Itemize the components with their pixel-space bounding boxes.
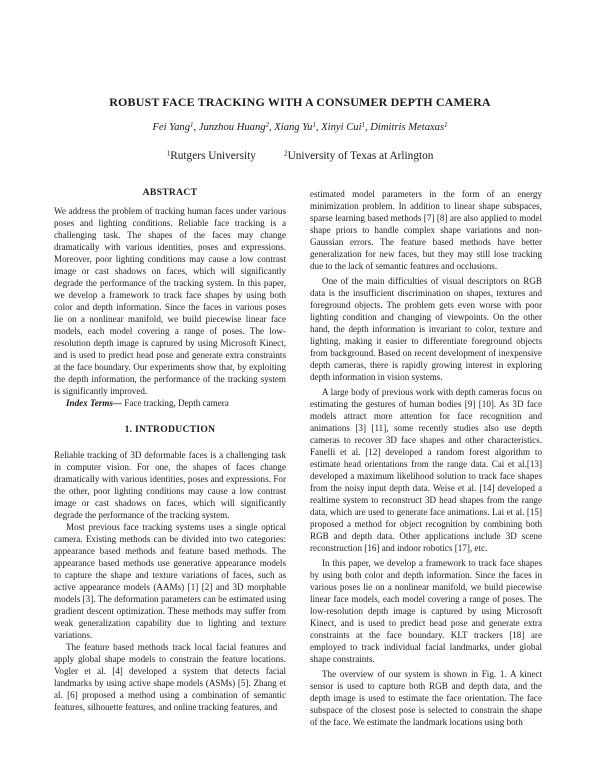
author-affiliation-mark: 1: [444, 121, 448, 129]
author-name: Xinyi Cui: [321, 122, 362, 133]
abstract-heading: ABSTRACT: [142, 187, 198, 198]
index-terms: [54, 397, 286, 409]
author-name: Junzhou Huang: [198, 122, 266, 133]
author-list: Fei Yang$^1$, Junzhou Huang$^2$, Xiang Yu$^1$, Xinyi Cui$^1$, Dimitris Metaxas$^1$: [152, 121, 448, 133]
body-paragraph: A large body of previous work with depth cameras focus on estimating the gestures of human bodies [9] [10]. As 3D face models attract more attention for face recognition and animations [3] [11], some recently studies also use depth cameras to recover 3D face shapes and other characteristics. Fanelli et al. [12] developed a random forest algorithm to estimate head orientations from the range data. Cai et al.[13] developed a maximum likelihood solution to track face shapes from the noisy input depth data. Weise et al. [14] developed a realtime system to reconstruct 3D head shapes from the range data, which are used to generate face animations. Lai et al. [15] proposed a method for object recognition by combining both RGB and depth data. Other applications include 3D scene reconstruction [16] and indoor robotics [17], etc.: [310, 387, 542, 553]
author-name: Fei Yang: [152, 122, 191, 133]
body-paragraph: Reliable tracking of 3D deformable faces is a challenging task in computer vision. For one, the shapes of faces change dramatically with various identities, poses and expressions. For the other, poor lighting conditions may cause a low contrast image or cast shadows on faces, which will significantly degrade the performance of the tracking system.: [54, 450, 286, 520]
introduction-heading: 1. INTRODUCTION: [124, 424, 216, 435]
affiliation-name: University of Texas at Arlington: [287, 150, 434, 162]
body-paragraph: estimated model parameters in the form of an energy minimization problem. In addition to linear shape subspaces, sparse learning based methods [7] [8] are also applied to model shape priors to handle complex shape variations and non-Gaussian errors. The feature based methods have better generalization for new faces, but they may still lose tracking due to the lack of semantic features and occlusions.: [310, 189, 542, 271]
left-column: [54, 187, 286, 713]
index-terms-label: Index Terms—: [66, 398, 123, 408]
author-affiliation-mark: 1: [190, 121, 194, 129]
body-paragraph: Most previous face tracking systems uses a single optical camera. Existing methods can be divided into two categories: appearance based methods and feature based methods. The appearance based methods use generative appearance models to capture the shape and texture variations of faces, such as active appearance models (AAMs) [1] [2] and 3D morphable models [3]. The deformation parameters can be estimated using gradient descent optimization. These methods may suffer from weak generalization capability due to lighting and texture variations.: [54, 522, 286, 640]
index-terms-text: Face tracking, Depth camera: [124, 398, 229, 408]
paper-title: ROBUST FACE TRACKING WITH A CONSUMER DEPTH CAMERA: [109, 95, 491, 109]
author-affiliation-mark: 1: [361, 121, 365, 129]
affiliation-number: 1: [166, 148, 171, 158]
affiliation-number: 2: [283, 148, 288, 158]
author-affiliation-mark: 1: [312, 121, 316, 129]
body-paragraph: The feature based methods track local facial features and apply global shape models to constrain the feature locations. Vogler et al. [4] developed a system that detects facial landmarks by using active shape models (ASMs) [5]. Zhang et al. [6] proposed a method using a combination of semantic features, silhouette features, and online tracking features, and: [54, 642, 286, 712]
affiliation-name: Rutgers University: [170, 150, 256, 162]
author-affiliation-mark: 2: [265, 121, 269, 129]
affiliation-list: [0, 150, 600, 162]
author-name: Xiang Yu: [274, 122, 313, 133]
body-paragraph: One of the main difficulties of visual descriptors on RGB data is the insufficient discrimination on shapes, textures and foreground objects. The problem gets even worse with poor lighting condition and changing of viewpoints. On the other hand, the depth information is invariant to color, texture and lighting, making it easier to differentiate foreground objects from background. Based on recent development of inexpensive depth cameras, there is rapidly growing interest in exploring depth information in vision systems.: [310, 276, 542, 382]
body-paragraph: In this paper, we develop a framework to track face shapes by using both color and depth information. Since the faces in various poses lie on a nonlinear manifold, we build piecewise linear face models, each model covering a range of poses. The low-resolution depth image is captured by using Microsoft Kinect, and is used to predict head pose and generate extra constraints at the face boundary. KLT trackers [18] are employed to track individual facial landmarks, under global shape constraints.: [310, 558, 542, 664]
abstract-text: We address the problem of tracking human faces under various poses and lighting conditions. Reliable face tracking is a challenging task. The shapes of the faces may change dramatically with various identities, poses and expressions. Moreover, poor lighting conditions may cause a low contrast image or cast shadows on faces, which will significantly degrade the performance of the tracking system. In this paper, we develop a framework to track face shapes by using both color and depth information. Since the faces in various poses lie on a nonlinear manifold, we build piecewise linear face models, each model covering a range of poses. The low-resolution depth image is captured by using Microsoft Kinect, and is used to predict head pose and generate extra constraints at the face boundary. Our experiments show that, by exploiting the depth information, the performance of the tracking system is significantly improved.: [54, 206, 286, 396]
body-paragraph: The overview of our system is shown in Fig. 1. A kinect sensor is used to capture both RGB and depth data, and the depth image is used to estimate the face orientation. The face subspace of the closest pose is selected to constrain the shape of the face. We estimate the landmark locations using both: [310, 669, 542, 727]
author-name: Dimitris Metaxas: [370, 122, 445, 133]
right-column: [310, 188, 542, 728]
